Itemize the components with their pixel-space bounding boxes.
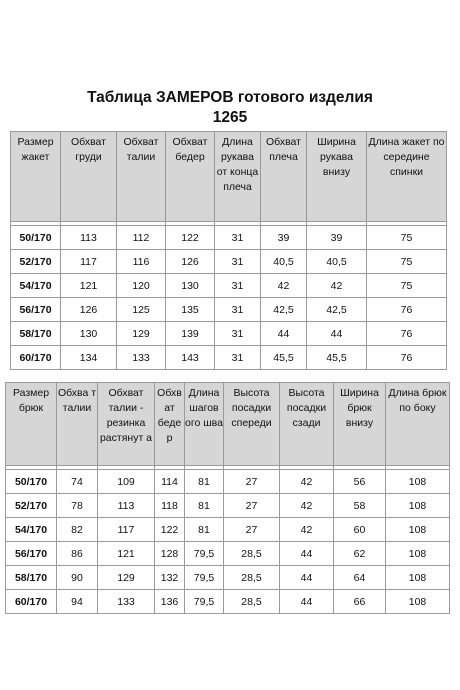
value-cell: 31 (215, 346, 261, 370)
header-sleeve-width: Ширина рукава внизу (307, 132, 367, 222)
value-cell: 122 (155, 518, 185, 542)
value-cell: 109 (98, 470, 155, 494)
value-cell: 108 (386, 566, 450, 590)
chart-title: Таблица ЗАМЕРОВ готового изделия (87, 89, 373, 106)
table-row (11, 322, 447, 346)
value-cell: 114 (155, 470, 185, 494)
value-cell: 56 (334, 470, 386, 494)
value-cell: 64 (334, 566, 386, 590)
value-cell: 39 (261, 226, 307, 250)
size-cell: 60/170 (11, 346, 61, 370)
value-cell: 130 (61, 322, 117, 346)
table-row (11, 250, 447, 274)
value-cell: 28,5 (224, 542, 280, 566)
value-cell: 28,5 (224, 566, 280, 590)
size-cell: 56/170 (6, 542, 57, 566)
value-cell: 79,5 (185, 542, 224, 566)
size-cell: 56/170 (11, 298, 61, 322)
value-cell: 120 (117, 274, 166, 298)
value-cell: 42,5 (261, 298, 307, 322)
value-cell: 42,5 (307, 298, 367, 322)
size-cell: 52/170 (6, 494, 57, 518)
header-front-rise: Высота посадки спереди (224, 383, 280, 466)
table-row (6, 470, 450, 494)
value-cell: 79,5 (185, 566, 224, 590)
value-cell: 108 (386, 518, 450, 542)
header-back-rise: Высота посадки сзади (280, 383, 334, 466)
table-row (11, 298, 447, 322)
value-cell: 42 (280, 494, 334, 518)
value-cell: 44 (280, 566, 334, 590)
value-cell: 126 (61, 298, 117, 322)
value-cell: 135 (166, 298, 215, 322)
value-cell: 125 (117, 298, 166, 322)
value-cell: 117 (61, 250, 117, 274)
header-waist: Обхва т талии (57, 383, 98, 466)
table-row (6, 590, 450, 614)
size-cell: 52/170 (11, 250, 61, 274)
value-cell: 112 (117, 226, 166, 250)
value-cell: 113 (98, 494, 155, 518)
value-cell: 75 (367, 274, 447, 298)
header-side-length: Длина брюк по боку (386, 383, 450, 466)
value-cell: 42 (280, 518, 334, 542)
value-cell: 113 (61, 226, 117, 250)
value-cell: 128 (155, 542, 185, 566)
value-cell: 129 (117, 322, 166, 346)
header-size-jacket: Размер жакет (11, 132, 61, 222)
size-cell: 50/170 (6, 470, 57, 494)
table-row (11, 226, 447, 250)
table-row (11, 346, 447, 370)
value-cell: 94 (57, 590, 98, 614)
header-waist-stretched: Обхват талии - резинка растянут а (98, 383, 155, 466)
value-cell: 45,5 (307, 346, 367, 370)
value-cell: 60 (334, 518, 386, 542)
value-cell: 108 (386, 542, 450, 566)
trousers-measurements-table (5, 382, 450, 614)
header-sleeve-length: Длина рукава от конца плеча (215, 132, 261, 222)
value-cell: 27 (224, 518, 280, 542)
value-cell: 139 (166, 322, 215, 346)
size-cell: 54/170 (11, 274, 61, 298)
value-cell: 108 (386, 470, 450, 494)
header-jacket-length: Длина жакет по середине спинки (367, 132, 447, 222)
header-hips: Обхват бедер (166, 132, 215, 222)
value-cell: 31 (215, 226, 261, 250)
header-inseam: Длина шагов ого шва (185, 383, 224, 466)
value-cell: 122 (166, 226, 215, 250)
model-number: 1265 (212, 109, 248, 126)
header-chest: Обхват груди (61, 132, 117, 222)
value-cell: 76 (367, 298, 447, 322)
value-cell: 117 (98, 518, 155, 542)
value-cell: 121 (61, 274, 117, 298)
size-cell: 54/170 (6, 518, 57, 542)
value-cell: 44 (261, 322, 307, 346)
value-cell: 133 (117, 346, 166, 370)
value-cell: 134 (61, 346, 117, 370)
table-header-row (6, 383, 450, 466)
value-cell: 27 (224, 494, 280, 518)
size-cell: 58/170 (11, 322, 61, 346)
value-cell: 74 (57, 470, 98, 494)
value-cell: 130 (166, 274, 215, 298)
value-cell: 40,5 (307, 250, 367, 274)
value-cell: 79,5 (185, 590, 224, 614)
value-cell: 90 (57, 566, 98, 590)
table-row (6, 542, 450, 566)
value-cell: 28,5 (224, 590, 280, 614)
value-cell: 58 (334, 494, 386, 518)
value-cell: 31 (215, 250, 261, 274)
value-cell: 44 (280, 542, 334, 566)
table-row (6, 494, 450, 518)
value-cell: 66 (334, 590, 386, 614)
value-cell: 136 (155, 590, 185, 614)
value-cell: 126 (166, 250, 215, 274)
value-cell: 75 (367, 226, 447, 250)
value-cell: 108 (386, 590, 450, 614)
value-cell: 40,5 (261, 250, 307, 274)
value-cell: 133 (98, 590, 155, 614)
value-cell: 81 (185, 494, 224, 518)
table-row (6, 518, 450, 542)
value-cell: 81 (185, 470, 224, 494)
table-row (11, 274, 447, 298)
value-cell: 31 (215, 274, 261, 298)
value-cell: 42 (307, 274, 367, 298)
value-cell: 31 (215, 298, 261, 322)
value-cell: 143 (166, 346, 215, 370)
value-cell: 27 (224, 470, 280, 494)
jacket-measurements-table (10, 131, 447, 370)
value-cell: 62 (334, 542, 386, 566)
value-cell: 76 (367, 322, 447, 346)
size-cell: 50/170 (11, 226, 61, 250)
value-cell: 75 (367, 250, 447, 274)
header-shoulder: Обхват плеча (261, 132, 307, 222)
value-cell: 108 (386, 494, 450, 518)
value-cell: 42 (261, 274, 307, 298)
table-header-row (11, 132, 447, 222)
value-cell: 81 (185, 518, 224, 542)
value-cell: 82 (57, 518, 98, 542)
header-hem-width: Ширина брюк внизу (334, 383, 386, 466)
value-cell: 78 (57, 494, 98, 518)
size-cell: 58/170 (6, 566, 57, 590)
value-cell: 129 (98, 566, 155, 590)
header-hips: Обхв ат беде р (155, 383, 185, 466)
value-cell: 76 (367, 346, 447, 370)
value-cell: 45,5 (261, 346, 307, 370)
value-cell: 39 (307, 226, 367, 250)
header-size-trousers: Размер брюк (6, 383, 57, 466)
value-cell: 42 (280, 470, 334, 494)
value-cell: 31 (215, 322, 261, 346)
table-row (6, 566, 450, 590)
value-cell: 132 (155, 566, 185, 590)
value-cell: 116 (117, 250, 166, 274)
header-waist: Обхват талии (117, 132, 166, 222)
value-cell: 121 (98, 542, 155, 566)
value-cell: 44 (280, 590, 334, 614)
value-cell: 44 (307, 322, 367, 346)
size-cell: 60/170 (6, 590, 57, 614)
value-cell: 86 (57, 542, 98, 566)
value-cell: 118 (155, 494, 185, 518)
